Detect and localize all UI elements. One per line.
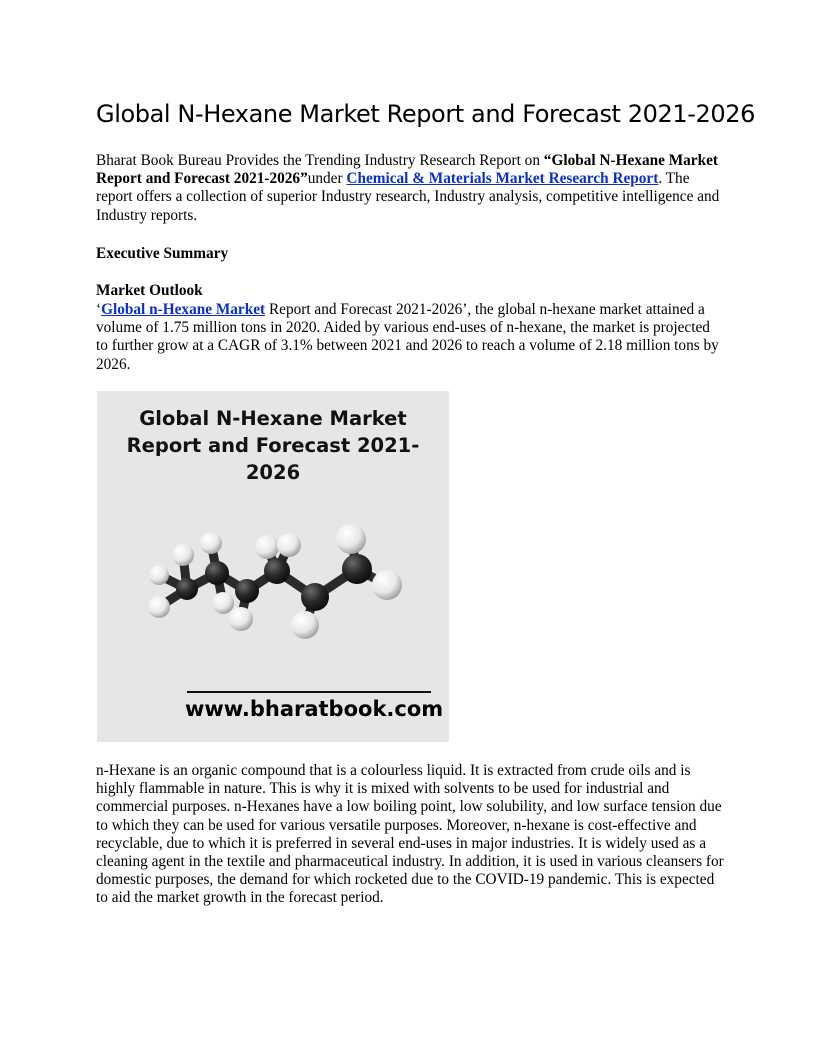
banner-title-line: Report and Forecast 2021- xyxy=(126,434,420,457)
global-n-hexane-market-link[interactable]: Global n-Hexane Market xyxy=(101,301,266,318)
chemical-materials-report-link[interactable]: Chemical & Materials Market Research Report xyxy=(346,170,659,188)
intro-paragraph xyxy=(96,152,724,225)
executive-summary-heading: Executive Summary xyxy=(96,245,229,262)
banner-title-line: 2026 xyxy=(245,461,301,484)
market-outlook-heading: Market Outlook xyxy=(96,282,203,299)
banner-url: www.bharatbook.com xyxy=(185,697,444,721)
banner-divider xyxy=(187,691,431,693)
open-quote: ‘ xyxy=(96,301,102,318)
market-outlook-text: Report and Forecast 2021-2026’, the global n-hexane market attained a volume of 1.75 million tons in 2020. Aided by various end-uses of n-hexane, the market is projected to further grow at a CAGR of 3.1% between 2021 and 2026 to reach a volume of 2.18 million tons by 2026. xyxy=(96,301,719,373)
banner-title xyxy=(97,405,449,486)
intro-under: under xyxy=(307,170,347,188)
market-outlook-paragraph xyxy=(96,301,724,374)
intro-text-end: . The report offers a collection of superior Industry research, Industry analysis, competitive intelligence and Industry reports. xyxy=(96,170,720,224)
banner-title-line: Global N-Hexane Market xyxy=(139,407,407,430)
report-banner-image xyxy=(97,391,449,742)
intro-report-title: “Global N-Hexane Market Report and Forecast 2021-2026” xyxy=(96,152,718,188)
description-paragraph: n-Hexane is an organic compound that is a colourless liquid. It is extracted from crude oils and is highly flammable in nature. This is why it is mixed with solvents to be used for industrial and commercial purposes. n-Hexanes have a low boiling point, low solubility, and low surface tension due to which they can be used for various versatile purposes. Moreover, n-hexane is cost-effective and recyclable, due to which it is preferred in several end-uses in major industries. It is widely used as a cleaning agent in the textile and pharmaceutical industry. In addition, it is used in various cleansers for domestic purposes, the demand for which rocketed due to the COVID-19 pandemic. This is expected to aid the market growth in the forecast period. xyxy=(96,762,724,907)
n-hexane-molecule-icon xyxy=(137,511,417,651)
page-title: Global N-Hexane Market Report and Forecast 2021-2026 xyxy=(96,100,756,128)
intro-text: Bharat Book Bureau Provides the Trending Industry Research Report on xyxy=(96,152,544,169)
